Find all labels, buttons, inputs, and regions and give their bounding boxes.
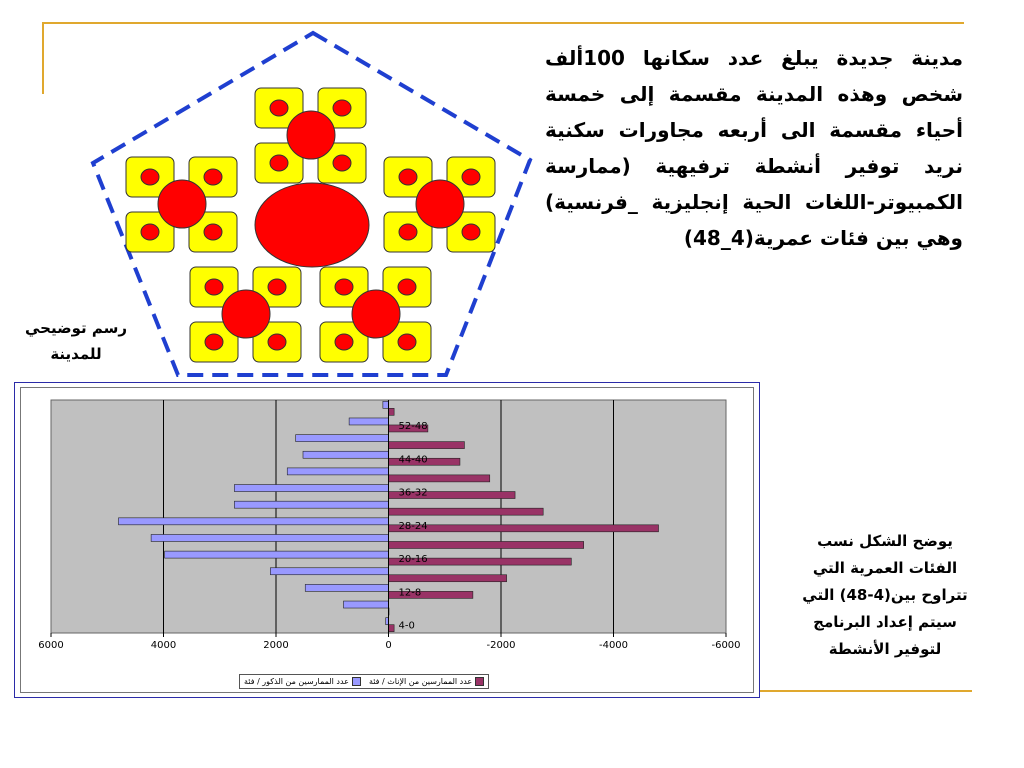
legend-item-female [369,677,484,686]
block-dot [205,334,223,350]
female-bar [389,442,465,449]
y-category-label: 52-48 [398,420,428,432]
female-bar [389,475,490,482]
male-bar [270,568,388,575]
legend-swatch-male [352,677,361,686]
chart-legend [239,674,489,689]
male-bar [305,584,388,591]
male-bar [303,451,389,458]
block-dot [204,224,222,240]
neighborhood [320,267,431,362]
male-bar [234,501,388,508]
x-tick-label: -6000 [711,640,741,651]
legend-item-male [244,677,361,686]
x-tick-label: 6000 [38,640,64,651]
female-bar [389,625,395,632]
male-bar [344,601,389,608]
city-diagram [85,28,540,383]
block-dot [270,155,288,171]
block-dot [141,169,159,185]
male-bar [151,534,388,541]
neighborhood-center [352,290,400,338]
block-dot [204,169,222,185]
female-bar [389,575,507,582]
block-dot [398,334,416,350]
y-category-label: 36-32 [398,487,428,499]
block-dot [268,279,286,295]
chart-caption: يوضح الشكل نسب الفئات العمرية التي تتراوح بين(4-48) التي سيتم إعداد البرنامج لتوفير الأنشطة [802,532,968,658]
block-dot [398,279,416,295]
block-dot [399,169,417,185]
y-category-label: 4-0 [398,620,415,632]
neighborhood [126,157,237,252]
male-bar [349,418,388,425]
x-tick-label: -2000 [486,640,516,651]
population-pyramid-chart [21,388,753,692]
block-dot [462,224,480,240]
male-bar [119,518,389,525]
y-category-label: 44-40 [398,454,428,466]
male-bar [287,468,388,475]
male-bar [234,485,388,492]
block-dot [335,279,353,295]
description-text: مدينة جديدة يبلغ عدد سكانها 100ألف شخص وهذه المدينة مقسمة إلى خمسة أحياء مقسمة الى أربعه مجاورات سكنية نريد توفير أنشطة ترفيهية (ممارسة الكمبيوتر-اللغات الحية إنجليزية _فرنسية) وهي بين فئات عمرية(4_48) [545,46,963,250]
neighborhood-center [287,111,335,159]
city-diagram-caption: رسم توضيحي للمدينة [24,319,127,363]
male-bar [165,551,389,558]
chart-area [20,387,754,693]
y-category-label: 28-24 [398,520,428,532]
left-rule [42,22,44,94]
block-dot [268,334,286,350]
x-tick-label: 2000 [263,640,289,651]
neighborhood-center [416,180,464,228]
neighborhood-center [158,180,206,228]
female-bar [389,408,395,415]
neighborhood [255,88,366,183]
block-dot [333,155,351,171]
y-category-label: 20-16 [398,554,428,566]
legend-swatch-female [475,677,484,686]
block-dot [399,224,417,240]
chart-frame [14,382,760,698]
female-bar [389,541,584,548]
male-bar [383,401,389,408]
block-dot [333,100,351,116]
legend-label-male: عدد الممارسين من الذكور / فئة [244,677,349,686]
bottom-rule [760,690,972,692]
female-bar [389,508,544,515]
block-dot [462,169,480,185]
block-dot [205,279,223,295]
x-tick-label: 0 [385,640,392,651]
male-bar [296,435,389,442]
block-dot [335,334,353,350]
female-bar [389,525,659,532]
x-tick-label: 4000 [150,640,177,651]
legend-label-female: عدد الممارسين من الإناث / فئة [368,677,473,686]
block-dot [270,100,288,116]
y-category-label: 12-8 [398,587,422,599]
top-rule [42,22,964,24]
neighborhood [190,267,301,362]
x-tick-label: -4000 [598,640,629,651]
city-center [255,183,369,267]
neighborhood [384,157,495,252]
block-dot [141,224,159,240]
neighborhood-center [222,290,270,338]
